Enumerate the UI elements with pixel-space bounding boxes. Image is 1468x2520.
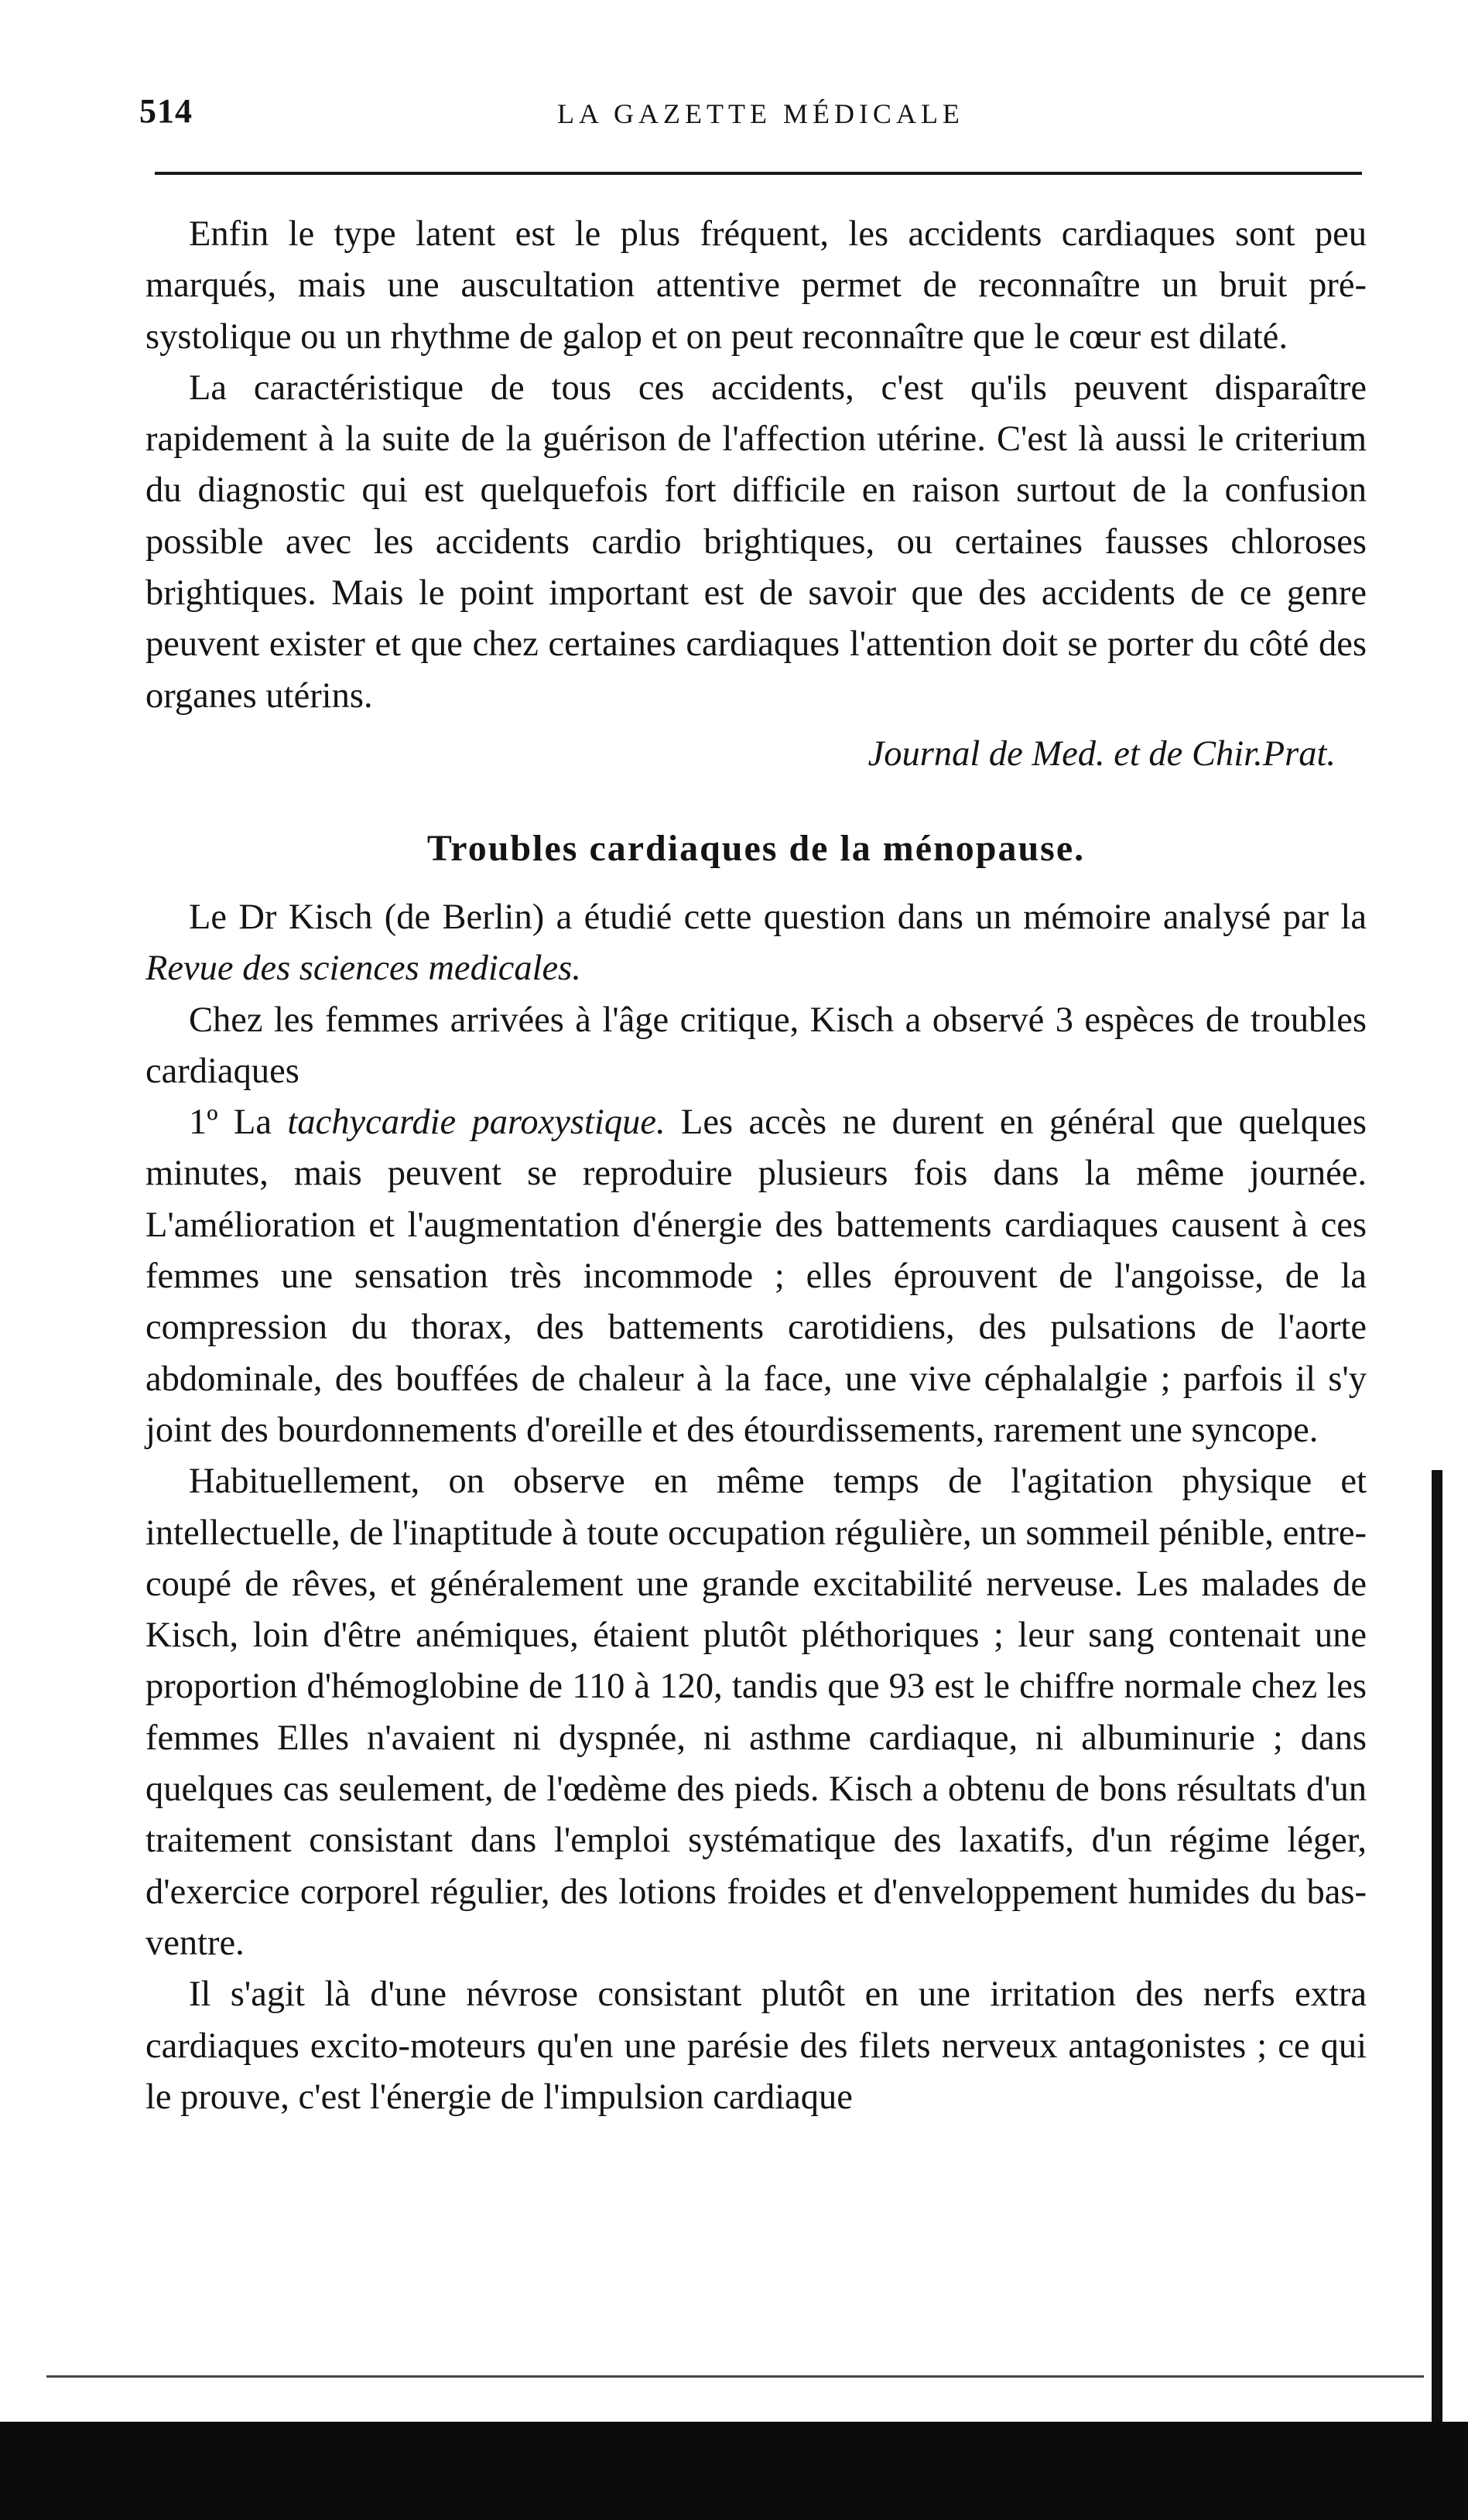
tachycardia-text: Les accès ne durent en général que quelques minutes, mais peuvent se reproduire plusieurs fois dans la même journée. L'amélioration et l'augmentation d'énergie des battements cardiaques causent à ces femmes une sensation très incommode ; elles éprouvent de l'angoisse, de la compression du thorax, des battements carotidiens, des pulsations de l'aorte abdominale, des bouffées de chaleur à la face, une vive céphalalgie ; parfois il s'y joint des bourdonnements d'oreille et des étourdissements, rarement une syncope. xyxy=(145,1103,1367,1450)
scan-margin-shadow xyxy=(1432,1470,1442,2520)
paragraph-tachycardia xyxy=(145,1097,1367,1456)
body-text xyxy=(145,209,1367,2123)
scan-bottom-shadow xyxy=(0,2422,1468,2520)
journal-name: Revue des sciences medicales. xyxy=(145,949,581,989)
page-number: 514 xyxy=(139,92,193,130)
paragraph-characteristic: La caractéristique de tous ces accidents, c'est qu'ils peuvent disparaître rapidement à la suite de la guérison de l'affection utérine. C'est là aussi le criterium du diagnostic qui est quelquefois fort difficile en raison surtout de la confusion possible avec les accidents cardio brightiques, ou certaines fausses chloroses brightiques. Mais le point important est de savoir que des accidents de ce genre peuvent exister et que chez certaines cardiaques l'attention doit se porter du côté des organes utérins. xyxy=(145,368,1367,716)
tachycardia-term: tachycardie paroxystique. xyxy=(287,1103,666,1143)
running-title: LA GAZETTE MÉDICALE xyxy=(557,98,964,129)
paragraph-kisch-intro xyxy=(145,892,1367,995)
page-header xyxy=(139,91,1362,138)
scan-bottom-line xyxy=(46,2375,1424,2378)
kisch-intro-text: Le Dr Kisch (de Berlin) a étudié cette question dans un mémoire analysé par la xyxy=(189,897,1367,937)
section-title: Troubles cardiaques de la ménopause. xyxy=(426,827,1086,869)
header-rule xyxy=(155,172,1362,175)
tachycardia-number: 1º La xyxy=(189,1103,288,1143)
paragraph-latent-type: Enfin le type latent est le plus fréquent, les accidents cardiaques sont peu marqués, mais une auscultation attentive permet de reconnaître un bruit pré-systolique ou un rhythme de galop et on peut reconnaître que le cœur est dilaté. xyxy=(145,214,1367,357)
paragraph-neurosis: Il s'agit là d'une névrose consistant plutôt en une irritation des nerfs extra cardiaques excito-moteurs qu'en une parésie des filets nerveux antagonistes ; ce qui le prouve, c'est l'énergie de l'impulsion cardiaque xyxy=(145,1975,1367,2117)
paragraph-critical-age: Chez les femmes arrivées à l'âge critique, Kisch a observé 3 espèces de troubles cardiaques xyxy=(145,1000,1367,1091)
paragraph-agitation: Habituellement, on observe en même temps de l'agitation physique et intellectuelle, de l'inaptitude à toute occupation régulière, un sommeil pénible, entre-coupé de rêves, et généralement une grande excitabilité nerveuse. Les malades de Kisch, loin d'être anémiques, étaient plutôt pléthoriques ; leur sang contenait une proportion d'hémoglobine de 110 à 120, tandis que 93 est le chiffre normale chez les femmes Elles n'avaient ni dyspnée, ni asthme cardiaque, ni albuminurie ; dans quelques cas seulement, de l'œdème des pieds. Kisch a obtenu de bons résultats d'un traitement consistant dans l'emploi systématique des laxatifs, d'un régime léger, d'exercice corporel régulier, des lotions froides et d'enveloppement humides du bas-ventre. xyxy=(145,1462,1367,1963)
source-citation: Journal de Med. et de Chir.Prat. xyxy=(867,733,1336,774)
